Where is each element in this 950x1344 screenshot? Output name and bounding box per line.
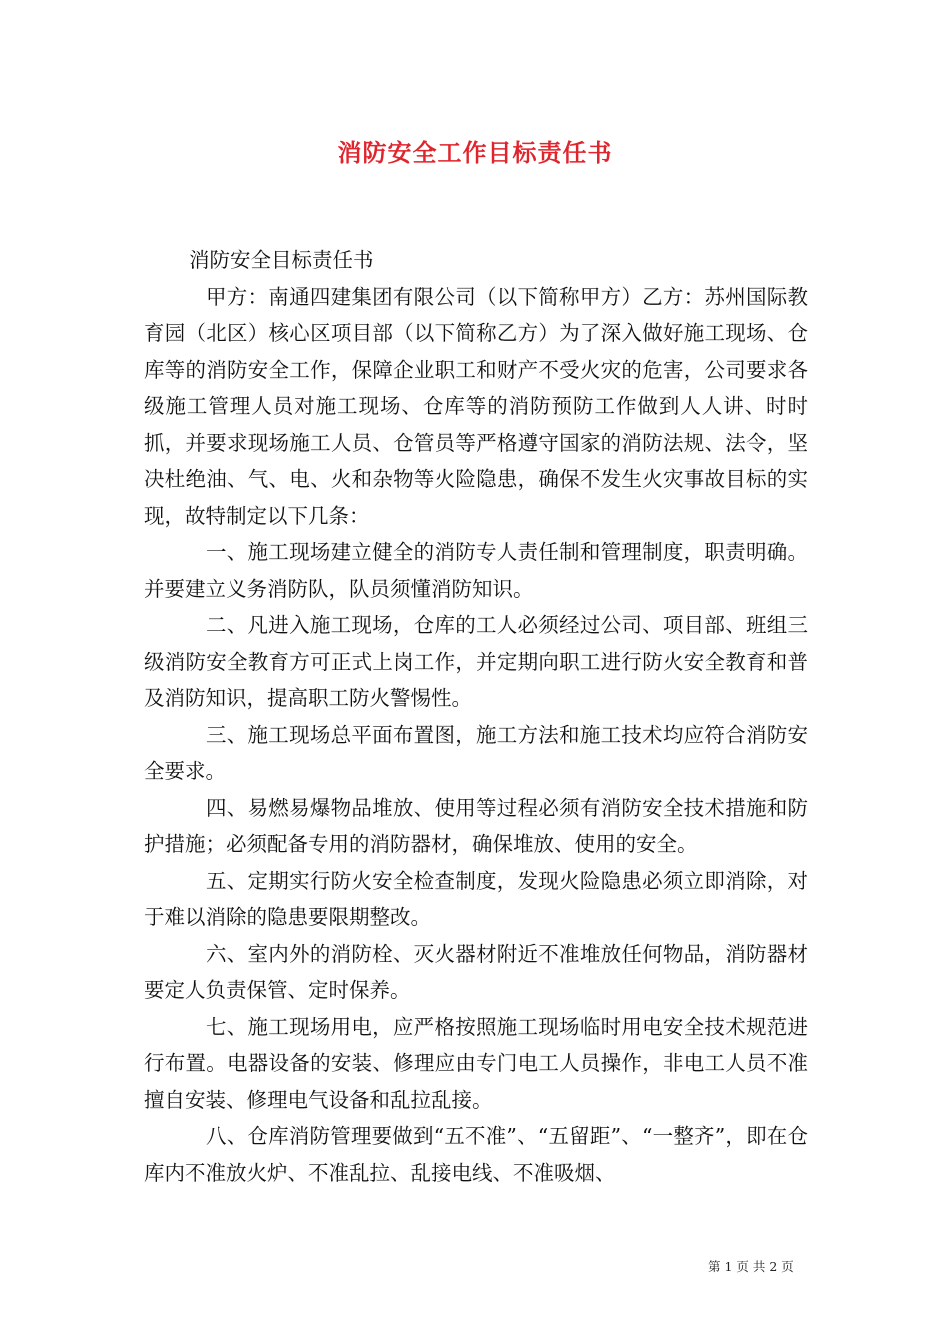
document-body — [144, 242, 808, 1191]
clause-3: 三、施工现场总平面布置图，施工方法和施工技术均应符合消防安全要求。 — [144, 722, 808, 783]
clause-2: 二、凡进入施工现场，仓库的工人必须经过公司、项目部、班组三级消防安全教育方可正式上岗工作，并定期向职工进行防火安全教育和普及消防知识，提高职工防火警惕性。 — [144, 613, 808, 710]
clause-5: 五、定期实行防火安全检查制度，发现火险隐患必须立即消除，对于难以消除的隐患要限期整改。 — [144, 868, 808, 929]
clause-4: 四、易燃易爆物品堆放、使用等过程必须有消防安全技术措施和防护措施；必须配备专用的消防器材，确保堆放、使用的安全。 — [144, 795, 808, 856]
clause-6: 六、室内外的消防栓、灭火器材附近不准堆放任何物品，消防器材要定人负责保管、定时保养。 — [144, 941, 808, 1002]
document-subtitle: 消防安全目标责任书 — [189, 248, 374, 272]
intro-paragraph: 甲方：南通四建集团有限公司（以下简称甲方）乙方：苏州国际教育园（北区）核心区项目部（以下简称乙方）为了深入做好施工现场、仓库等的消防安全工作，保障企业职工和财产不受火灾的危害，公司要求各级施工管理人员对施工现场、仓库等的消防预防工作做到人人讲、时时抓，并要求现场施工人员、仓管员等严格遵守国家的消防法规、法令，坚决杜绝油、气、电、火和杂物等火险隐患，确保不发生火灾事故目标的实现，故特制定以下几条： — [144, 284, 808, 528]
document-title: 消防安全工作目标责任书 — [337, 138, 613, 167]
clause-7: 七、施工现场用电，应严格按照施工现场临时用电安全技术规范进行布置。电器设备的安装、修理应由专门电工人员操作，非电工人员不准擅自安装、修理电气设备和乱拉乱接。 — [144, 1014, 808, 1112]
page-number: 第 1 页 共 2 页 — [708, 1259, 794, 1274]
clause-1: 一、施工现场建立健全的消防专人责任制和管理制度，职责明确。并要建立义务消防队，队员须懂消防知识。 — [144, 540, 808, 601]
clause-8: 八、仓库消防管理要做到“五不准”、“五留距”、“一整齐”，即在仓库内不准放火炉、不准乱拉、乱接电线、不准吸烟、 — [144, 1124, 808, 1185]
